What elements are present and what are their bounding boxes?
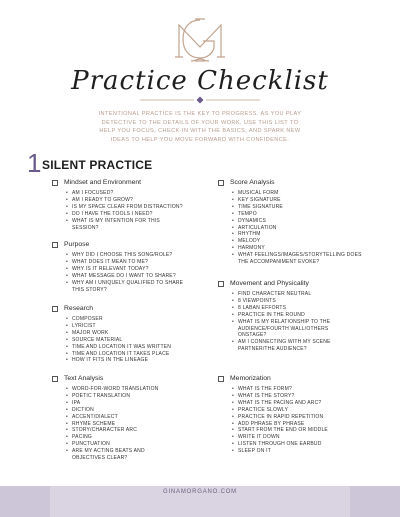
list-item: • HOW IT FITS IN THE LINEAGE: [66, 357, 206, 364]
mindset-checkbox[interactable]: [52, 180, 58, 186]
text-analysis-list: [66, 386, 206, 462]
category-heading: Mindset and Environment: [64, 179, 142, 186]
research-checkbox[interactable]: [52, 306, 58, 312]
score-analysis-list: [232, 190, 372, 266]
list-item: • 8 LABAN EFFORTS: [232, 305, 372, 312]
category-heading: Memorization: [230, 375, 271, 382]
list-item: • SOURCE MATERIAL: [66, 337, 206, 344]
list-item: • ACCENT/DIALECT: [66, 414, 206, 421]
list-item: • RHYTHM: [232, 231, 372, 238]
list-item: • AM I READY TO GROW?: [66, 197, 206, 204]
list-item: • WHAT FEELINGS/IMAGES/STORYTELLING DOES THE ACCOMPANIMENT EVOKE?: [232, 252, 368, 266]
purpose-checkbox[interactable]: [52, 242, 58, 248]
list-item: • WHAT MESSAGE DO I WANT TO SHARE?: [66, 273, 206, 280]
list-item: • ARTICULATION: [232, 225, 372, 232]
list-item: • TIME SIGNATURE: [232, 204, 372, 211]
list-item: • WHAT DOES IT MEAN TO ME?: [66, 259, 206, 266]
list-item: • POETIC TRANSLATION: [66, 393, 206, 400]
category-heading: Text Analysis: [64, 375, 104, 382]
list-item: • KEY SIGNATURE: [232, 197, 372, 204]
list-item: • AM I CONNECTING WITH MY SCENE PARTNER/THE AUDIENCE?: [232, 339, 350, 353]
movement-checkbox[interactable]: [218, 281, 224, 287]
list-item: • PACING: [66, 434, 206, 441]
category-heading: Purpose: [64, 241, 90, 248]
list-item: • TIME AND LOCATION IT WAS WRITTEN: [66, 344, 206, 351]
list-item: • MAJOR WORK: [66, 330, 206, 337]
category-heading: Research: [64, 305, 94, 312]
movement-list: [232, 291, 372, 353]
list-item: • PUNCTUATION: [66, 441, 206, 448]
research-list: [66, 316, 206, 364]
list-item: • MELODY: [232, 238, 372, 245]
list-item: • WRITE IT DOWN: [232, 434, 372, 441]
list-item: • PRACTICE IN THE ROUND: [232, 312, 372, 319]
category-heading: Movement and Physicality: [230, 280, 309, 287]
list-item: • WHAT IS MY RELATIONSHIP TO THE AUDIENCE/FOURTH WALL/OTHERS ONSTAGE?: [232, 319, 358, 340]
score-analysis-checkbox[interactable]: [218, 180, 224, 186]
list-item: • WHY AM I UNIQUELY QUALIFIED TO SHARE THIS STORY?: [66, 280, 190, 294]
list-item: • WHAT IS THE STORY?: [232, 393, 372, 400]
list-item: • MUSICAL FORM: [232, 190, 372, 197]
footer-band: [0, 486, 400, 517]
list-item: • WHAT IS MY INTENTION FOR THIS SESSION?: [66, 218, 182, 232]
list-item: • WHAT IS THE PACING AND ARC?: [232, 400, 372, 407]
list-item: • LYRICIST: [66, 323, 206, 330]
list-item: • WHY IS IT RELEVANT TODAY?: [66, 266, 206, 273]
list-item: • START FROM THE END OR MIDDLE: [232, 427, 372, 434]
list-item: • PRACTICE SLOWLY: [232, 407, 372, 414]
memorization-checkbox[interactable]: [218, 376, 224, 382]
list-item: • ARE MY ACTING BEATS AND OBJECTIVES CLEAR?: [66, 448, 172, 462]
mindset-list: [66, 190, 206, 231]
category-heading: Score Analysis: [230, 179, 275, 186]
list-item: • FIND CHARACTER NEUTRAL: [232, 291, 372, 298]
list-item: • PRACTICE IN RAPID REPETITION: [232, 414, 372, 421]
list-item: • DICTION: [66, 407, 206, 414]
memorization-list: [232, 386, 372, 455]
list-item: • WHAT IS THE FORM?: [232, 386, 372, 393]
section-number: 1: [27, 148, 42, 178]
list-item: • RHYME SCHEME: [66, 421, 206, 428]
list-item: • TIME AND LOCATION IT TAKES PLACE: [66, 351, 206, 358]
list-item: • SLEEP ON IT: [232, 448, 372, 455]
list-item: • DYNAMICS: [232, 218, 372, 225]
list-item: • COMPOSER: [66, 316, 206, 323]
list-item: • LISTEN THROUGH ONE EARBUD: [232, 441, 372, 448]
list-item: • HARMONY: [232, 245, 372, 252]
list-item: • ADD PHRASE BY PHRASE: [232, 421, 372, 428]
intro-paragraph: INTENTIONAL PRACTICE IS THE KEY TO PROGRESS. AS YOU PLAY DETECTIVE TO THE DETAILS OF YOUR WORK, USE THIS LIST TO HELP YOU FOCUS, CHECK-IN WITH THE BASICS, AND SPARK NEW IDEAS TO HELP YOU MOVE FORWARD WITH CONFIDENCE.: [98, 111, 302, 143]
list-item: • IS MY SPACE CLEAR FROM DISTRACTION?: [66, 204, 206, 211]
website-link[interactable]: GINAMORGANO.COM: [162, 489, 237, 495]
page-title: Practice Checklist: [71, 66, 329, 96]
list-item: • AM I FOCUSED?: [66, 190, 206, 197]
list-item: • STORY/CHARACTER ARC: [66, 427, 206, 434]
list-item: • IPA: [66, 400, 206, 407]
title-ornament-divider: [140, 96, 260, 104]
list-item: • WORD-FOR-WORD TRANSLATION: [66, 386, 206, 393]
list-item: • 8 VIEWPOINTS: [232, 298, 372, 305]
list-item: • DO I HAVE THE TOOLS I NEED?: [66, 211, 206, 218]
list-item: • TEMPO: [232, 211, 372, 218]
gm-monogram-logo: [171, 17, 229, 63]
section-title: SILENT PRACTICE: [42, 158, 153, 172]
list-item: • WHY DID I CHOOSE THIS SONG/ROLE?: [66, 252, 206, 259]
purpose-list: [66, 252, 206, 293]
text-analysis-checkbox[interactable]: [52, 376, 58, 382]
